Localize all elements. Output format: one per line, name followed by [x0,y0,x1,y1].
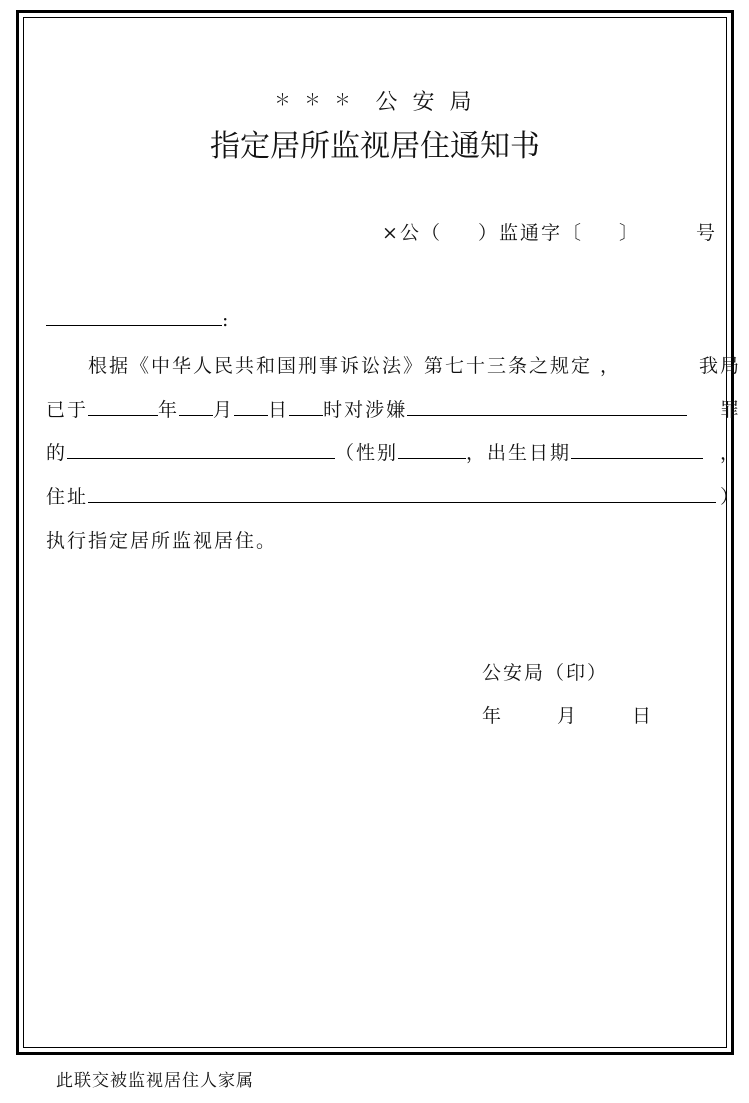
gender-blank [398,440,466,459]
agency-name: 公 安 局 [375,90,476,115]
body-row-3 [46,438,741,465]
row2-day: 日 [268,399,290,421]
docno-middle: ）监通字〔 [477,222,583,244]
row3-start: 的 [46,442,68,464]
birth-blank [571,440,703,459]
document-frame [16,10,741,1055]
date-year: 年 [482,705,502,727]
body-row-1 [46,351,741,378]
date-day: 日 [632,705,652,727]
row3-gender: （性别 [335,442,399,464]
docno-suffix: 号 [695,222,717,244]
row1-tail: 我局 [698,355,741,377]
row2-end: 罪 [719,399,741,421]
row2-year: 年 [158,399,180,421]
row3-end: ， [719,442,741,464]
row2-month: 月 [213,399,235,421]
month-blank [179,397,213,416]
year-blank [88,397,158,416]
row2-time: 时对涉嫌 [323,399,408,421]
row2-start: 已于 [46,399,89,421]
hour-blank [289,397,323,416]
row4-end: ） [719,486,741,508]
seal-line: 公安局（印） [482,662,609,684]
crime-blank [407,397,687,416]
addressee-colon: : [222,309,229,331]
day-blank [234,397,268,416]
document-number [382,218,717,245]
docno-close: 〕 [618,222,640,244]
addressee-line [46,307,228,331]
date-month: 月 [557,705,577,727]
addressee-blank [46,307,222,326]
agency-heading [19,85,731,116]
body-row-2 [46,395,741,422]
body-row-4 [46,482,741,509]
row3-birth: ，出生日期 [466,442,572,464]
row1-text: 根据《中华人民共和国刑事诉讼法》第七十三条之规定 ， [88,355,622,377]
footer-note: 此联交被监视居住人家属 [56,1071,254,1091]
body-row-5: 执行指定居所监视居住。 [46,530,278,552]
agency-stars: ＊＊＊ [274,90,365,109]
name-blank [67,440,335,459]
document-title: 指定居所监视居住通知书 [210,129,540,164]
docno-prefix: ×公（ [382,222,442,244]
row4-start: 住址 [46,486,89,508]
address-blank [88,484,716,503]
signature-date [482,701,651,728]
